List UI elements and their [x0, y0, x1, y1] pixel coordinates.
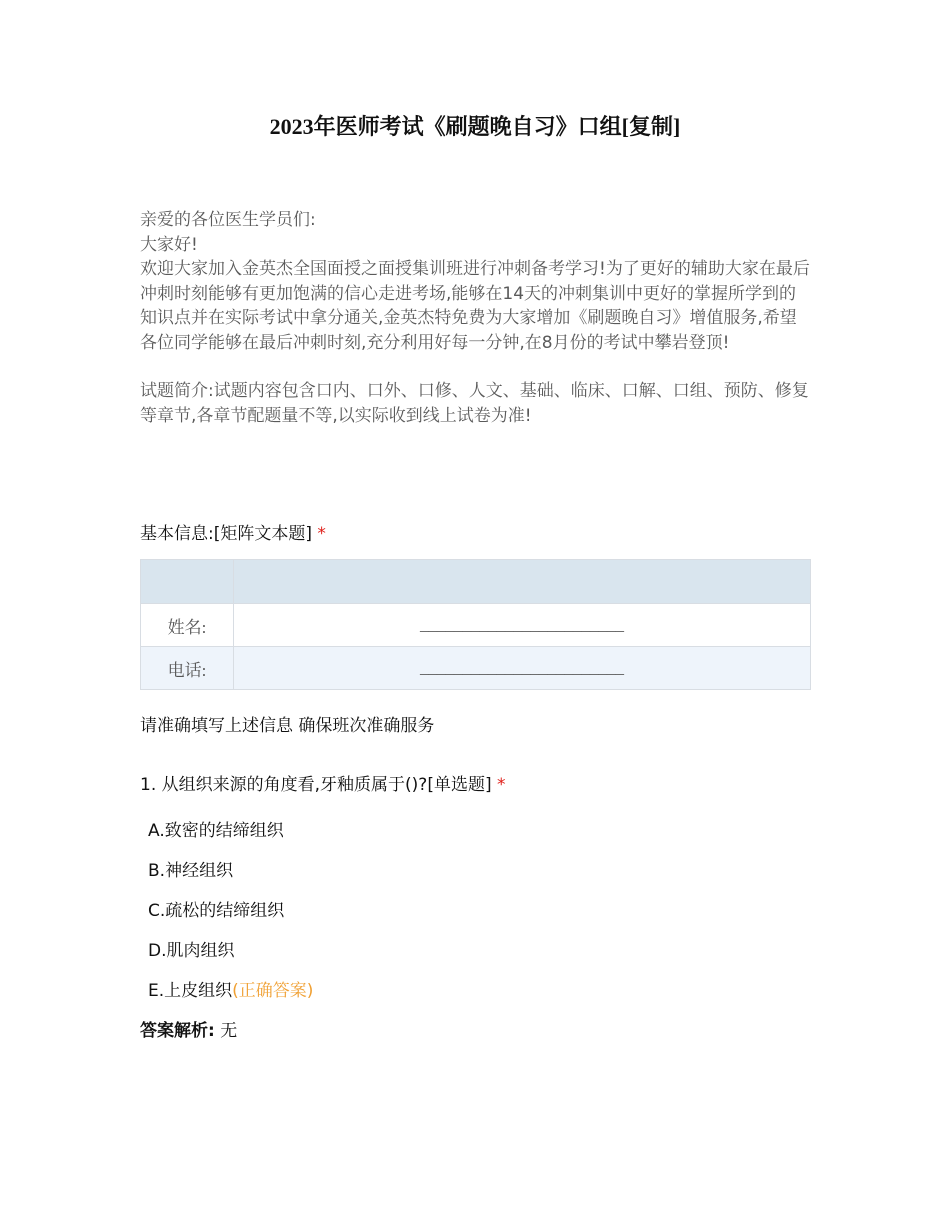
option-e-text: E.上皮组织 — [148, 981, 233, 1001]
intro-hello: 大家好! — [140, 234, 198, 255]
intro-welcome: 欢迎大家加入金英杰全国面授之面授集训班进行冲刺备考学习!为了更好的辅助大家在最后冲刺时刻能够有更加饱满的信心走进考场,能够在14天的冲刺集训中更好的掌握所学到的知识点并在实际考试中拿分通关,金英杰特免费为大家增加《刷题晚自习》增值服务,希望各位同学能够在最后冲刺时刻,充分利用好每一分钟,在8月份的考试中攀岩登顶! — [140, 259, 810, 353]
intro-section — [140, 208, 811, 428]
notice-text: 请准确填写上述信息 确保班次准确服务 — [140, 716, 435, 736]
option-d[interactable]: D.肌肉组织 — [148, 941, 235, 961]
name-field[interactable] — [234, 604, 811, 647]
required-mark: * — [317, 524, 326, 544]
basic-info-heading-text: 基本信息:[矩阵文本题] — [140, 524, 312, 544]
question-1-text: 1. 从组织来源的角度看,牙釉质属于()?[单选题] — [140, 775, 492, 795]
intro-spacer — [140, 355, 811, 379]
basic-info-matrix — [140, 559, 811, 690]
matrix-header-row — [141, 560, 811, 604]
question-1-heading — [140, 773, 506, 797]
intro-greeting: 亲爱的各位医生学员们: — [140, 210, 316, 230]
matrix-row-phone — [141, 647, 811, 690]
page-title: 2023年医师考试《刷题晚自习》口组[复制] — [269, 114, 681, 139]
question-1-options — [148, 818, 313, 1018]
phone-label: 电话: — [141, 647, 234, 690]
phone-field[interactable] — [234, 647, 811, 690]
name-field-blank[interactable]: ________________________ — [420, 615, 624, 634]
option-a[interactable]: A.致密的结缔组织 — [148, 821, 284, 841]
correct-answer-tag: (正确答案) — [232, 981, 314, 1001]
intro-summary: 试题简介:试题内容包含口内、口外、口修、人文、基础、临床、口解、口组、预防、修复等章节,各章节配题量不等,以实际收到线上试卷为准! — [140, 381, 809, 426]
matrix-header-label-cell — [141, 560, 234, 604]
matrix-row-name — [141, 604, 811, 647]
required-mark: * — [497, 775, 506, 795]
option-b[interactable]: B.神经组织 — [148, 861, 234, 881]
name-label: 姓名: — [141, 604, 234, 647]
answer-analysis — [140, 1018, 237, 1044]
option-c[interactable]: C.疏松的结缔组织 — [148, 901, 285, 921]
analysis-value: 无 — [220, 1021, 238, 1041]
basic-info-heading — [140, 522, 326, 546]
matrix-header-value-cell — [234, 560, 811, 604]
phone-field-blank[interactable]: ________________________ — [420, 658, 624, 677]
analysis-label: 答案解析: — [140, 1021, 215, 1041]
option-e[interactable] — [148, 978, 313, 1018]
